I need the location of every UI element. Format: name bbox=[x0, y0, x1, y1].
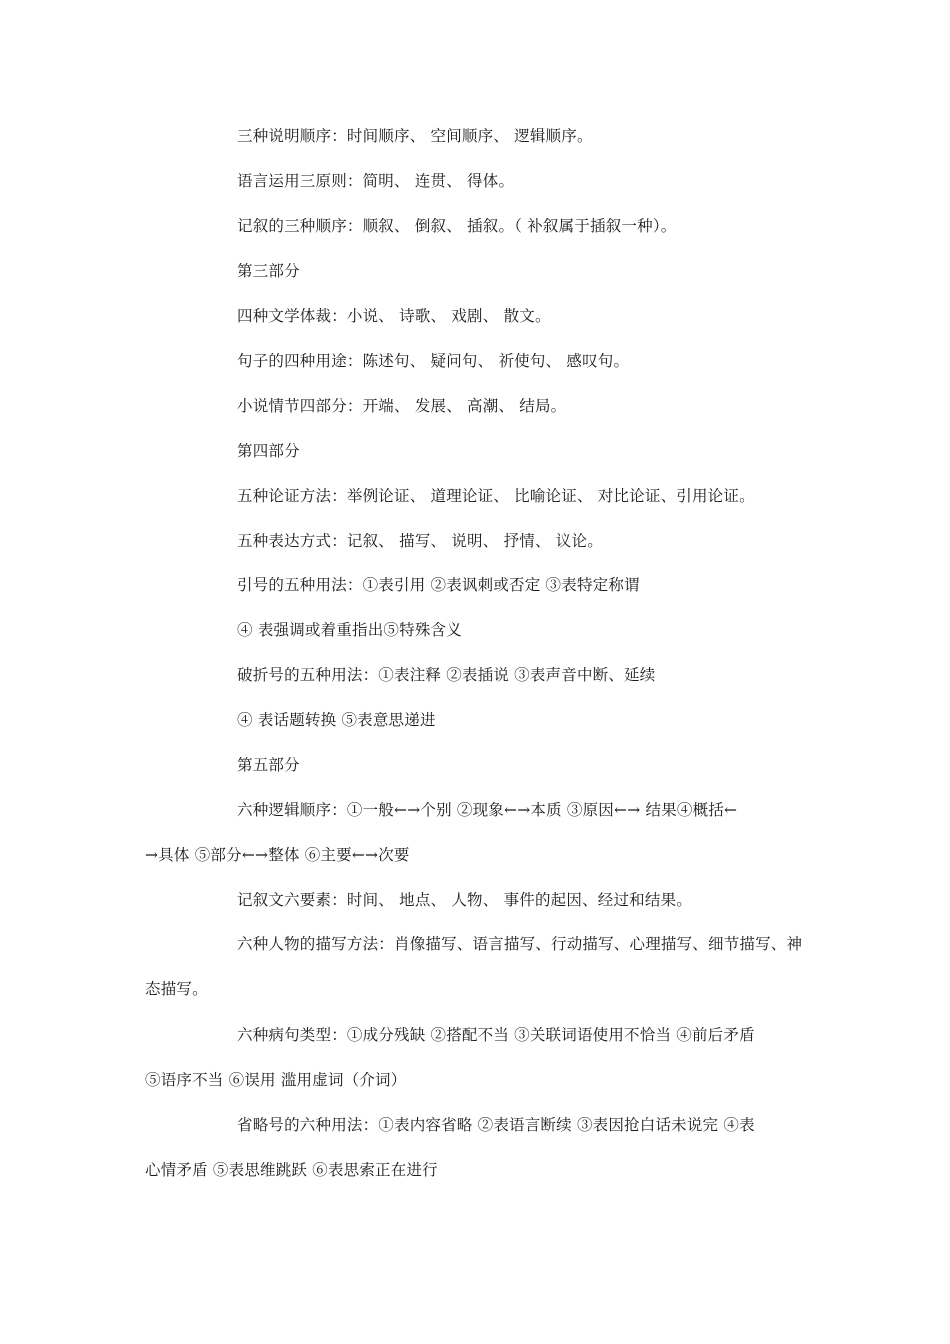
text-line-logic-orders-1: 六种逻辑顺序：①一般←→个别 ②现象←→本质 ③原因←→ 结果④概括← bbox=[237, 801, 738, 819]
text-line-faulty-sentences-2: ⑤语序不当 ⑥误用 滥用虚词（介词） bbox=[145, 1071, 407, 1089]
paragraph-character-description: 六种人物的描写方法：肖像描写、语言描写、行动描写、心理描写、细节描写、神态描写。 bbox=[145, 935, 803, 998]
text-line-plot-parts: 小说情节四部分：开端、 发展、 高潮、 结局。 bbox=[237, 397, 567, 415]
text-line-quotation-uses-2: ④ 表强调或着重指出⑤特殊含义 bbox=[237, 621, 462, 639]
text-line-dash-uses-2: ④ 表话题转换 ⑤表意思递进 bbox=[237, 711, 436, 729]
text-line-ellipsis-uses-2: 心情矛盾 ⑤表思维跳跃 ⑥表思索正在进行 bbox=[145, 1161, 438, 1179]
section-heading-part-five: 第五部分 bbox=[237, 756, 300, 774]
text-line-logic-orders-2: →具体 ⑤部分←→整体 ⑥主要←→次要 bbox=[145, 846, 410, 864]
text-line-dash-uses-1: 破折号的五种用法：①表注释 ②表插说 ③表声音中断、延续 bbox=[237, 666, 656, 684]
text-line-language-principles: 语言运用三原则：简明、 连贯、 得体。 bbox=[237, 172, 515, 190]
text-line-ellipsis-uses-1: 省略号的六种用法：①表内容省略 ②表语言断续 ③表因抢白话未说完 ④表 bbox=[237, 1116, 755, 1134]
text-line-sentence-uses: 句子的四种用途：陈述句、 疑问句、 祈使句、 感叹句。 bbox=[237, 352, 630, 370]
section-heading-part-four: 第四部分 bbox=[237, 442, 300, 460]
text-line-faulty-sentences-1: 六种病句类型：①成分残缺 ②搭配不当 ③关联词语使用不恰当 ④前后矛盾 bbox=[237, 1026, 755, 1044]
text-line-expression-modes: 五种表达方式：记叙、 描写、 说明、 抒情、 议论。 bbox=[237, 532, 603, 550]
text-line-quotation-uses-1: 引号的五种用法：①表引用 ②表讽刺或否定 ③表特定称谓 bbox=[237, 576, 640, 594]
text-line-literary-genres: 四种文学体裁：小说、 诗歌、 戏剧、 散文。 bbox=[237, 307, 551, 325]
section-heading-part-three: 第三部分 bbox=[237, 262, 300, 280]
text-line-narration-orders: 记叙的三种顺序：顺叙、 倒叙、 插叙。（ 补叙属于插叙一种）。 bbox=[237, 217, 677, 235]
text-line-explanation-orders: 三种说明顺序：时间顺序、 空间顺序、 逻辑顺序。 bbox=[237, 127, 593, 145]
text-line-argument-methods: 五种论证方法：举例论证、 道理论证、 比喻论证、 对比论证、引用论证。 bbox=[237, 487, 755, 505]
text-line-narrative-elements: 记叙文六要素：时间、 地点、 人物、 事件的起因、经过和结果。 bbox=[237, 891, 692, 909]
